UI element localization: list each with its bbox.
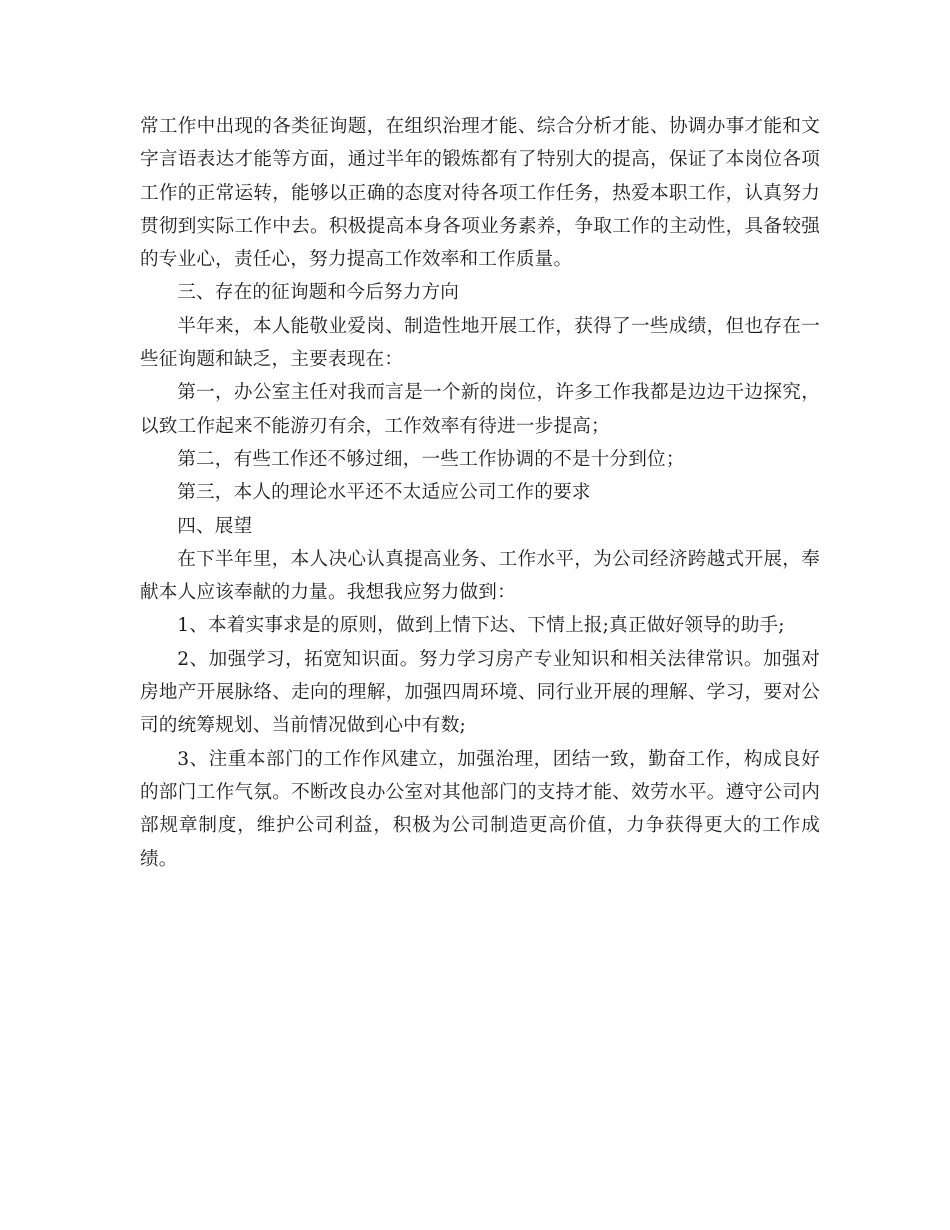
paragraph-outlook-item-3: 3、注重本部门的工作作风建立，加强治理，团结一致，勤奋工作，构成良好的部门工作气氛。不断改良办公室对其他部门的支持才能、效劳水平。遵守公司内部规章制度，维护公司利益，积极为公司制造更高价值，力争获得更大的工作成绩。 <box>140 748 820 870</box>
paragraph-issue-third: 第三，本人的理论水平还不太适应公司工作的要求 <box>177 482 591 504</box>
section-heading-issues: 三、存在的征询题和今后努力方向 <box>177 282 460 304</box>
paragraph-issue-first: 第一，办公室主任对我而言是一个新的岗位，许多工作我都是边边干边探究，以致工作起来不能游刃有余，工作效率有待进一步提高； <box>140 382 820 437</box>
document-body <box>140 110 820 876</box>
paragraph-issue-second: 第二，有些工作还不够过细，一些工作协调的不是十分到位； <box>177 448 685 470</box>
paragraph-outlook-item-1: 1、本着实事求是的原则，做到上情下达、下情上报;真正做好领导的助手; <box>177 615 785 637</box>
paragraph-outlook-item-2: 2、加强学习，拓宽知识面。努力学习房产专业知识和相关法律常识。加强对房地产开展脉络、走向的理解，加强四周环境、同行业开展的理解、学习，要对公司的统筹规划、当前情况做到心中有数; <box>140 648 820 737</box>
section-heading-outlook: 四、展望 <box>177 515 253 537</box>
paragraph-continuation: 常工作中出现的各类征询题，在组织治理才能、综合分析才能、协调办事才能和文字言语表达才能等方面，通过半年的锻炼都有了特别大的提高，保证了本岗位各项工作的正常运转，能够以正确的态度对待各项工作任务，热爱本职工作，认真努力贯彻到实际工作中去。积极提高本身各项业务素养，争取工作的主动性，具备较强的专业心，责任心，努力提高工作效率和工作质量。 <box>140 116 820 271</box>
paragraph-outlook-intro: 在下半年里，本人决心认真提高业务、工作水平，为公司经济跨越式开展，奉献本人应该奉献的力量。我想我应努力做到： <box>140 548 820 604</box>
paragraph-intro-issues: 半年来，本人能敬业爱岗、制造性地开展工作，获得了一些成绩，但也存在一些征询题和缺乏，主要表现在： <box>140 315 820 371</box>
